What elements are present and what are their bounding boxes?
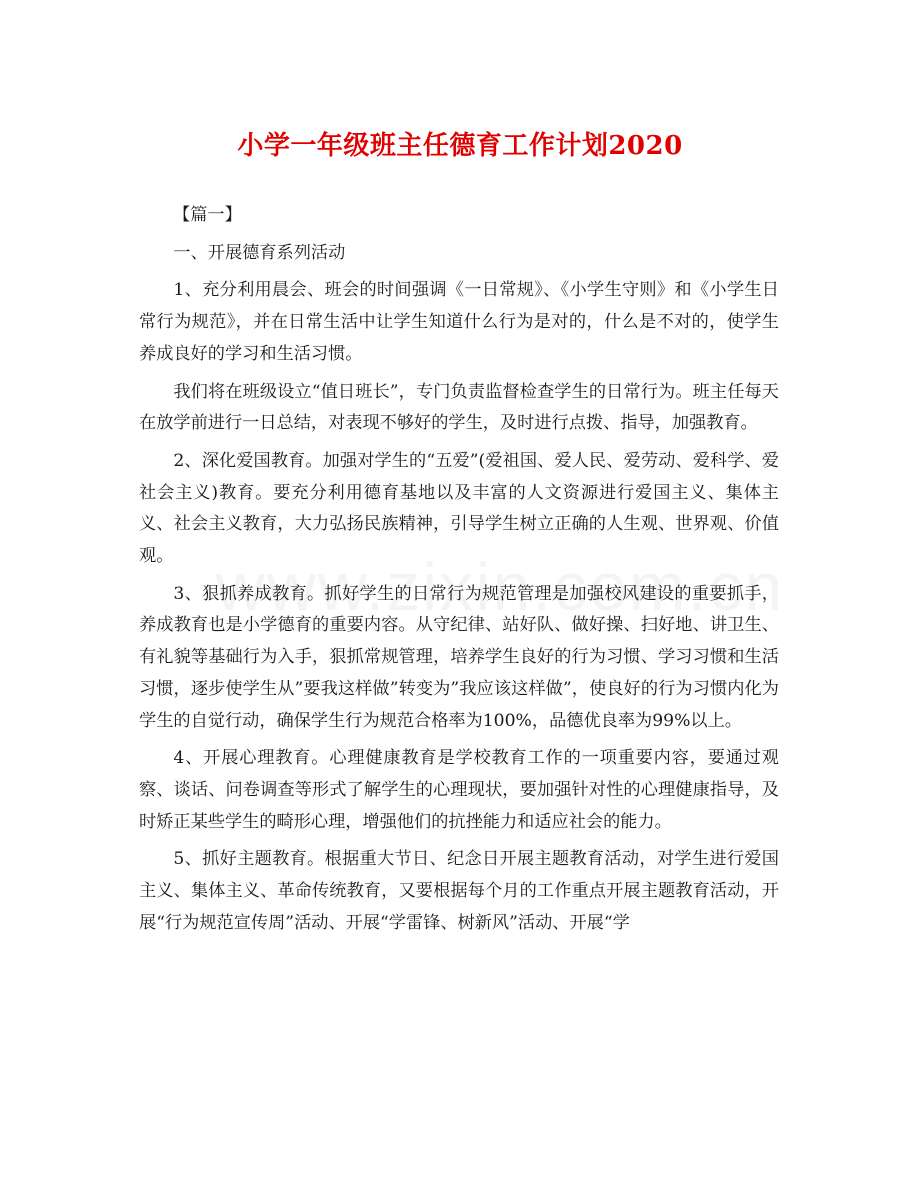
paragraph: 3、狠抓养成教育。抓好学生的日常行为规范管理是加强校风建设的重要抓手，养成教育也是小学德育的重要内容。从守纪律、站好队、做好操、扫好地、讲卫生、有礼貌等基础行为入手，狠抓常规管理，培养学生良好的行为习惯、学习习惯和生活习惯，逐步使学生从”要我这样做”转变为”我应该这样做”，使良好的行为习惯内化为学生的自觉行动，确保学生行为规范合格率为100%，品德优良率为99%以上。 [139,583,779,731]
paragraph: 2、深化爱国教育。加强对学生的“五爱”(爱祖国、爱人民、爱劳动、爱科学、爱社会主义)教育。要充分利用德育基地以及丰富的人文资源进行爱国主义、集体主义、社会主义教育，大力弘扬民族精神，引导学生树立正确的人生观、世界观、价值观。 [139,450,779,567]
section-label: 【篇一】 [173,205,242,225]
paragraph: 4、开展心理教育。心理健康教育是学校教育工作的一项重要内容，要通过观察、谈话、问卷调查等形式了解学生的心理现状，要加强针对性的心理健康指导，及时矫正某些学生的畸形心理，增强他们的抗挫能力和适应社会的能力。 [139,748,779,832]
document-body [139,200,779,939]
paragraph: 我们将在班级设立“值日班长”，专门负责监督检查学生的日常行为。班主任每天在放学前进行一日总结，对表现不够好的学生，及时进行点拨、指导，加强教育。 [139,381,779,434]
paragraph: 1、充分利用晨会、班会的时间强调《一日常规》、《小学生守则》和《小学生日常行为规范》，并在日常生活中让学生知道什么行为是对的，什么是不对的，使学生养成良好的学习和生活习惯。 [139,280,779,364]
section-heading: 一、开展德育系列活动 [173,242,346,263]
paragraph: 5、抓好主题教育。根据重大节日、纪念日开展主题教育活动，对学生进行爱国主义、集体主义、革命传统教育，又要根据每个月的工作重点开展主题教育活动，开展“行为规范宣传周”活动、开展“学雷锋、树新风”活动、开展“学 [139,849,779,933]
document-title: 小学一年级班主任德育工作计划2020 [237,131,683,161]
